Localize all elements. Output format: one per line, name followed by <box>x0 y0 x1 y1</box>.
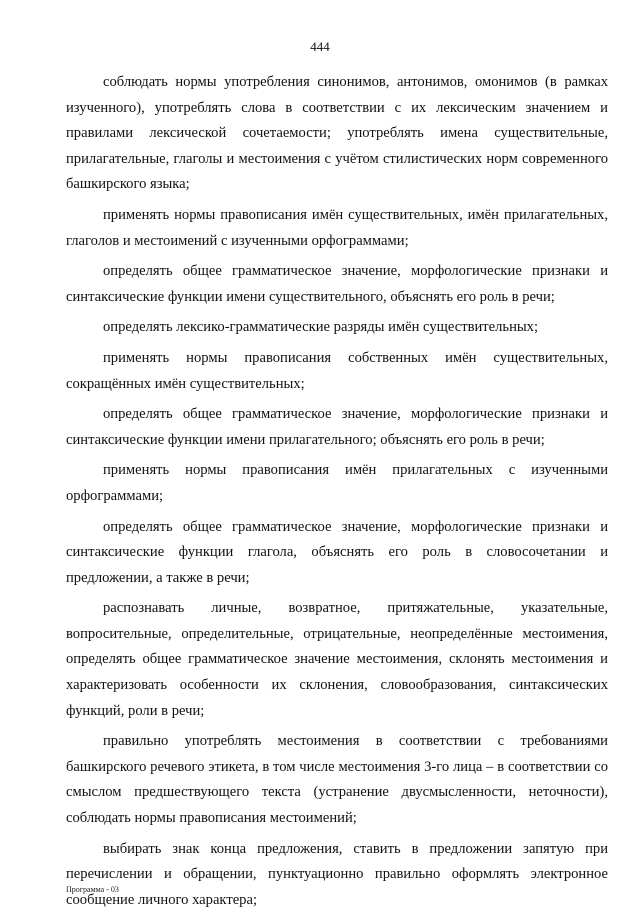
paragraph: соблюдать нормы употребления синонимов, антонимов, омонимов (в рамках изученного), употреблять слова в соответствии с их лексическим значением и правилами лексической сочетаемости; употреблять имена существительные, прилагательные, глаголы и местоимения с учётом стилистических норм современного башкирского языка; <box>66 74 608 193</box>
paragraph: применять нормы правописания имён существительных, имён прилагательных, глаголов и местоимений с изученными орфограммами; <box>66 206 608 249</box>
paragraph: правильно употреблять местоимения в соответствии с требованиями башкирского речевого этикета, в том числе местоимения 3-го лица – в соответствии со смыслом предшествующего текста (устранение двусмысленности, неточности), соблюдать нормы правописания местоимений; <box>66 733 608 827</box>
paragraph: определять общее грамматическое значение, морфологические признаки и синтаксические функции имени прилагательного; объяснять его роль в речи; <box>66 406 608 448</box>
paragraph: применять нормы правописания имён прилагательных с изученными орфограммами; <box>66 462 608 504</box>
paragraph: выбирать знак конца предложения, ставить в предложении запятую при перечислении и обращении, пунктуационно правильно оформлять электронное сообщение личного характера; <box>66 840 608 908</box>
paragraph: определять общее грамматическое значение, морфологические признаки и синтаксические функции глагола, объяснять его роль в словосочетании и предложении, а также в речи; <box>66 518 608 586</box>
document-body <box>66 70 608 918</box>
page-footer: Программа - 03 <box>66 885 119 894</box>
paragraph: определять общее грамматическое значение, морфологические признаки и синтаксические функции имени существительного, объяснять его роль в речи; <box>66 263 608 305</box>
paragraph: применять нормы правописания собственных имён существительных, сокращённых имён существительных; <box>66 349 608 392</box>
paragraph: определять лексико-грамматические разряды имён существительных; <box>103 319 539 336</box>
page-number: 444 <box>310 39 330 54</box>
paragraph: распознавать личные, возвратное, притяжательные, указательные, вопросительные, определительные, отрицательные, неопределённые местоимения, определять общее грамматическое значение местоимения, склонять местоимения и характеризовать особенности их склонения, словообразования, синтаксических функций, роли в речи; <box>66 600 608 719</box>
